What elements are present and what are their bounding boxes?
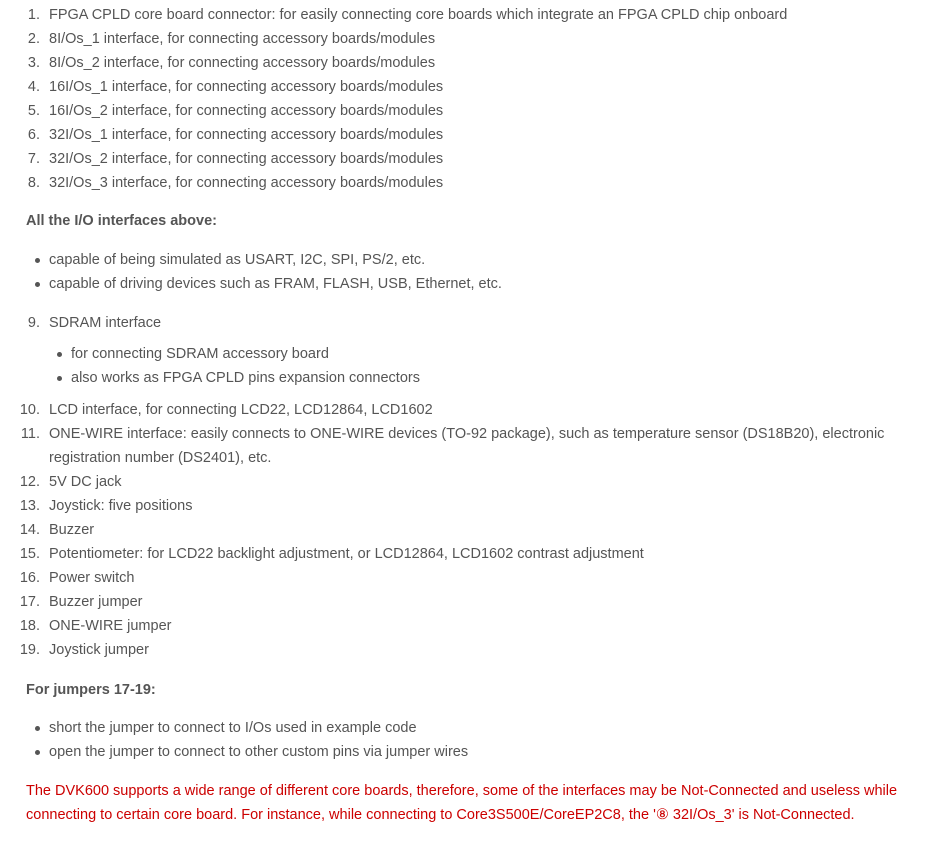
- item-text: 32I/Os_2 interface, for connecting accessory boards/modules: [49, 151, 444, 167]
- bullet-item: [49, 248, 502, 272]
- item-number: 12.: [19, 474, 40, 490]
- list-item: [0, 3, 919, 27]
- item-number: 15.: [19, 546, 40, 562]
- item-text: 8I/Os_1 interface, for connecting accessory boards/modules: [49, 31, 436, 47]
- item-number: 13.: [19, 498, 40, 514]
- item-text: ONE-WIRE interface: easily connects to ONE-WIRE devices (TO-92 package), such as temperature sensor (DS18B20), electronic registration number (DS2401), etc.: [49, 426, 885, 466]
- item-text: Joystick jumper: [49, 642, 149, 658]
- bullet-text: open the jumper to connect to other custom pins via jumper wires: [49, 744, 469, 760]
- list-item: [0, 51, 919, 75]
- io-capabilities-list: [49, 248, 502, 296]
- item-text: 5V DC jack: [49, 474, 122, 490]
- item-number: 9.: [27, 315, 40, 331]
- item-number: 5.: [27, 103, 40, 119]
- item-number: 16.: [19, 570, 40, 586]
- item-number: 10.: [19, 402, 40, 418]
- list-item: [0, 171, 919, 195]
- item-number: 8.: [27, 175, 40, 191]
- bullet-icon: [35, 750, 40, 755]
- item-text: SDRAM interface: [49, 315, 162, 331]
- bullet-icon: [35, 282, 40, 287]
- list-item: [0, 422, 919, 470]
- item-number: 6.: [27, 127, 40, 143]
- bullet-icon: [57, 352, 62, 357]
- bullet-item: [71, 342, 420, 366]
- list-item: [0, 590, 919, 614]
- list-item: [0, 614, 919, 638]
- item-number: 11.: [20, 426, 40, 442]
- compatibility-note: The DVK600 supports a wide range of different core boards, therefore, some of the interfaces may be Not-Connected and useless while connecting to certain core board. For instance, while connecting to Core3S500E/CoreEP2C8, the '⑧ 32I/Os_3' is Not-Connected.: [26, 783, 898, 823]
- sdram-details-list: [71, 342, 420, 390]
- list-item: [0, 518, 919, 542]
- bullet-item: [49, 740, 468, 764]
- item-text: Buzzer: [49, 522, 95, 538]
- bullet-item: [49, 272, 502, 296]
- list-item: [0, 123, 919, 147]
- bullet-icon: [35, 726, 40, 731]
- list-item: [0, 542, 919, 566]
- item-text: 16I/Os_1 interface, for connecting accessory boards/modules: [49, 79, 444, 95]
- item-number: 4.: [27, 79, 40, 95]
- item-text: Potentiometer: for LCD22 backlight adjustment, or LCD12864, LCD1602 contrast adjustment: [49, 546, 644, 562]
- list-item: [0, 75, 919, 99]
- item-text: Joystick: five positions: [49, 498, 193, 514]
- list-item: [0, 470, 919, 494]
- item-text: Buzzer jumper: [49, 594, 143, 610]
- bullet-text: capable of driving devices such as FRAM, FLASH, USB, Ethernet, etc.: [49, 276, 502, 292]
- item-text: ONE-WIRE jumper: [49, 618, 172, 634]
- item-number: 18.: [19, 618, 40, 634]
- bullet-text: short the jumper to connect to I/Os used in example code: [49, 720, 417, 736]
- item-text: 32I/Os_1 interface, for connecting accessory boards/modules: [49, 127, 444, 143]
- jumpers-list: [49, 716, 468, 764]
- item-number: 1.: [27, 7, 40, 23]
- interfaces-list-2: [0, 398, 919, 662]
- list-item: [0, 147, 919, 171]
- item-number: 3.: [27, 55, 40, 71]
- bullet-text: for connecting SDRAM accessory board: [71, 346, 329, 362]
- bullet-item: [71, 366, 420, 390]
- section-heading-io: All the I/O interfaces above:: [26, 213, 217, 229]
- list-item: [0, 27, 919, 51]
- item-text: LCD interface, for connecting LCD22, LCD12864, LCD1602: [49, 402, 433, 418]
- list-item: [0, 311, 919, 335]
- item-number: 2.: [27, 31, 40, 47]
- item-text: Power switch: [49, 570, 135, 586]
- item-text: 8I/Os_2 interface, for connecting accessory boards/modules: [49, 55, 436, 71]
- bullet-icon: [57, 376, 62, 381]
- item-number: 7.: [27, 151, 40, 167]
- item-text: 16I/Os_2 interface, for connecting accessory boards/modules: [49, 103, 444, 119]
- bullet-text: capable of being simulated as USART, I2C, SPI, PS/2, etc.: [49, 252, 426, 268]
- interfaces-list-item-9: [0, 311, 919, 335]
- bullet-text: also works as FPGA CPLD pins expansion connectors: [71, 370, 420, 386]
- list-item: [0, 99, 919, 123]
- list-item: [0, 398, 919, 422]
- interfaces-list-1: [0, 3, 919, 195]
- list-item: [0, 638, 919, 662]
- section-heading-jumpers: For jumpers 17-19:: [26, 682, 156, 698]
- list-item: [0, 494, 919, 518]
- item-number: 14.: [19, 522, 40, 538]
- list-item: [0, 566, 919, 590]
- bullet-item: [49, 716, 468, 740]
- item-text: 32I/Os_3 interface, for connecting accessory boards/modules: [49, 175, 444, 191]
- item-number: 17.: [19, 594, 40, 610]
- bullet-icon: [35, 258, 40, 263]
- item-number: 19.: [19, 642, 40, 658]
- item-text: FPGA CPLD core board connector: for easily connecting core boards which integrate an FPGA CPLD chip onboard: [49, 7, 788, 23]
